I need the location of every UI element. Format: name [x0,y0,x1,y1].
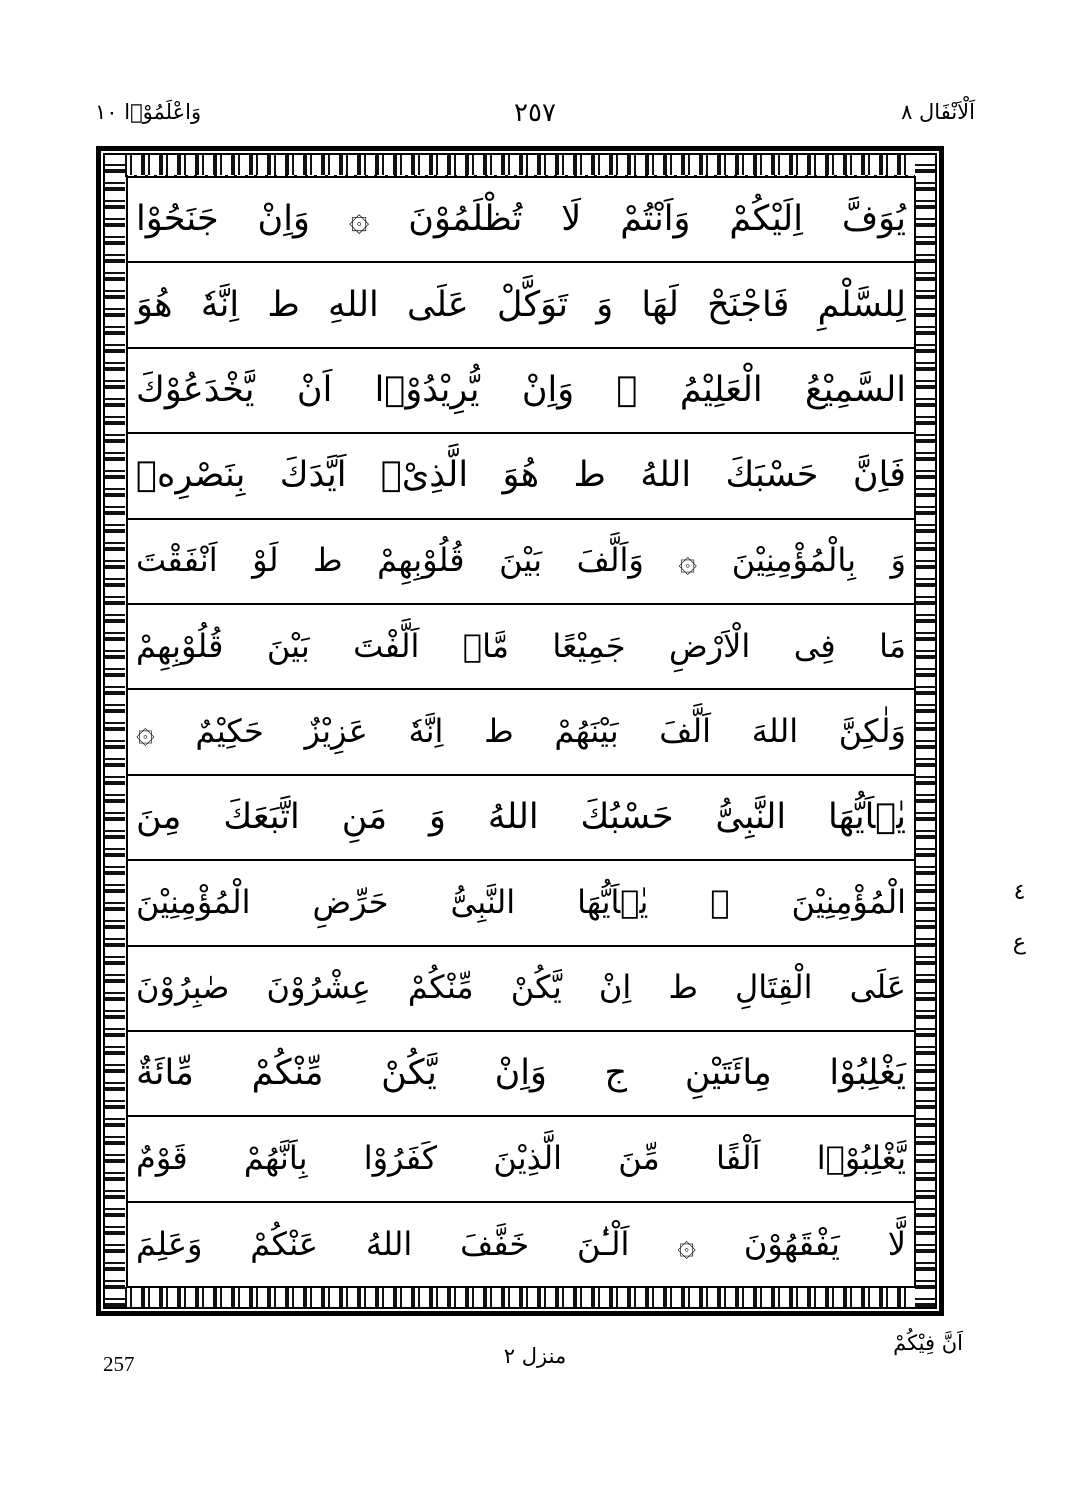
quran-line-text: عَلَى الْقِتَالِ ط اِنْ يَّكُنْ مِّنْكُمْ عِشْرُوْنَ صٰبِرُوْنَ [136,968,906,1007]
quran-line [128,263,914,348]
page-number-arabic: ٢٥٧ [514,98,556,128]
manzil-label: منزل ٢ [503,1344,567,1368]
quran-line [128,1203,914,1286]
quran-line [128,178,914,263]
quran-line [128,947,914,1032]
page-footer [95,1330,975,1390]
quran-line-text: وَ بِالْمُؤْمِنِيْنَ ۞ وَاَلَّفَ بَيْنَ قُلُوْبِهِمْ ط لَوْ اَنْفَقْتَ [136,541,906,580]
quran-line [128,520,914,605]
quran-line [128,861,914,946]
quran-line-text: فَاِنَّ حَسْبَكَ اللهُ ط هُوَ الَّذِىْۤ اَيَّدَكَ بِنَصْرِهٖ [136,455,906,496]
quran-line [128,1117,914,1202]
ornament-band-top [105,155,935,175]
quran-line [128,776,914,861]
ornament-band-left [105,155,125,1307]
ruku-marker: ع ٤ [1007,880,1032,955]
quran-line-text: الْمُؤْمِنِيْنَ ۞ يٰۤاَيُّهَا النَّبِىُّ حَرِّضِ الْمُؤْمِنِيْنَ [136,883,906,922]
catchword: اَنَّ فِيْكُمْ [893,1331,963,1355]
page-header [95,100,975,140]
quran-line-text: يُوَفَّ اِلَيْكُمْ وَاَنْتُمْ لَا تُظْلَمُوْنَ ۞ وَاِنْ جَنَحُوْا [136,199,906,240]
quran-line [128,1032,914,1117]
quran-line-text: مَا فِى الْاَرْضِ جَمِيْعًا مَّاۤ اَلَّفْتَ بَيْنَ قُلُوْبِهِمْ [136,626,906,665]
quran-text-block [126,176,916,1288]
surah-name-header: اَلْاَنْفَال ٨ [901,100,975,124]
quran-line [128,349,914,434]
quran-line-text: لِلسَّلْمِ فَاجْنَحْ لَهَا وَ تَوَكَّلْ عَلَى اللهِ ط اِنَّهٗ هُوَ [136,284,906,325]
ornament-band-bottom [105,1287,935,1307]
quran-line-text: وَلٰكِنَّ اللهَ اَلَّفَ بَيْنَهُمْ ط اِنَّهٗ عَزِيْزٌ حَكِيْمٌ ۞ [136,712,906,751]
quran-line [128,605,914,690]
quran-line [128,690,914,775]
quran-line-text: السَّمِيْعُ الْعَلِيْمُ ۞ وَاِنْ يُّرِيْدُوْۤا اَنْ يَّخْدَعُوْكَ [136,370,906,411]
ornament-band-right [915,155,935,1307]
quran-line-text: يَغْلِبُوْا مِائَتَيْنِ ج وَاِنْ يَّكُنْ مِّنْكُمْ مِّائَةٌ [136,1053,906,1094]
quran-line [128,434,914,519]
quran-line-text: يٰۤاَيُّهَا النَّبِىُّ حَسْبُكَ اللهُ وَ مَنِ اتَّبَعَكَ مِنَ [136,797,906,838]
page-number-latin: 257 [103,1352,135,1376]
quran-line-text: يَّغْلِبُوْۤا اَلْفًا مِّنَ الَّذِيْنَ كَفَرُوْا بِاَنَّهُمْ قَوْمٌ [136,1139,906,1178]
quran-line-text: لَّا يَفْقَهُوْنَ ۞ اَلْـٰٔنَ خَفَّفَ اللهُ عَنْكُمْ وَعَلِمَ [136,1224,906,1263]
juz-name-header: وَاعْلَمُوْۤا ١٠ [95,100,202,124]
